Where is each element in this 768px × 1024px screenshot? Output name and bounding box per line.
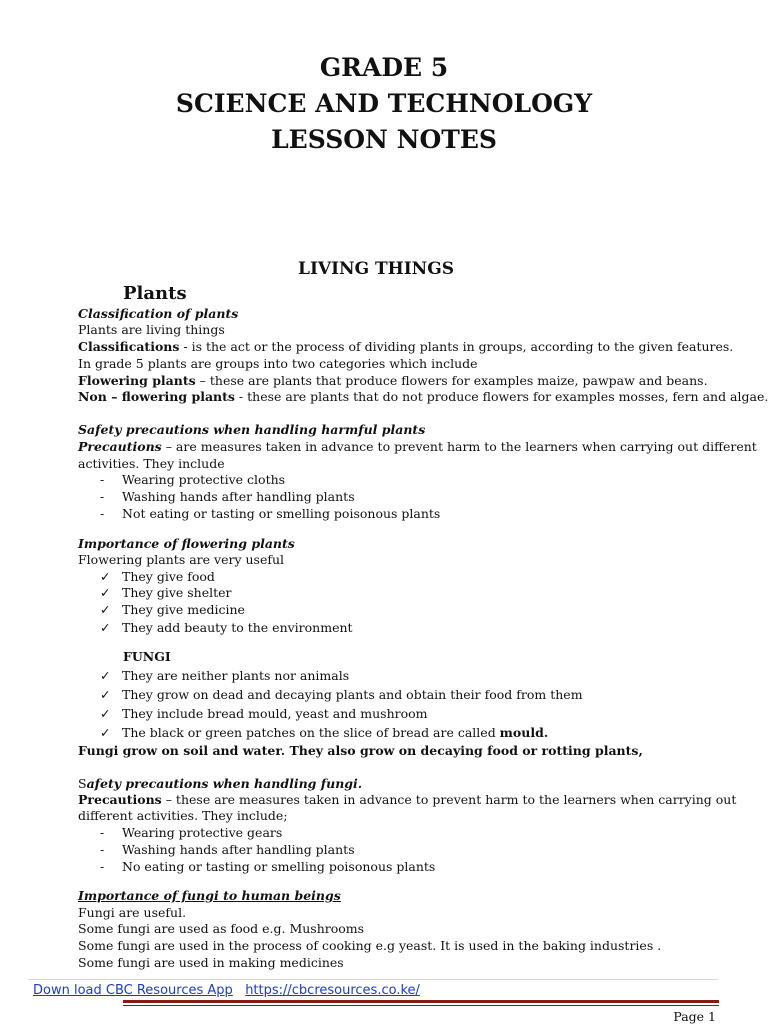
list-item: - Not eating or tasting or smelling poisonous plants xyxy=(100,506,441,521)
app-download-link[interactable]: Down load CBC Resources App xyxy=(33,983,233,998)
text-line: Some fungi are used as food e.g. Mushrooms xyxy=(78,921,365,936)
title-subject: SCIENCE AND TECHNOLOGY xyxy=(175,89,593,118)
website-link[interactable]: https://cbcresources.co.ke/ xyxy=(245,983,420,998)
safety-fungi-heading: Safety precautions when handling fungi. xyxy=(78,776,363,791)
text-line: Flowering plants are very useful xyxy=(78,552,285,567)
title-grade: GRADE 5 xyxy=(319,53,449,82)
safety-plants-heading: Safety precautions when handling harmful plants xyxy=(78,422,426,437)
term: Non – flowering plants xyxy=(78,389,235,404)
text-line: activities. They include xyxy=(78,456,225,471)
dash-marker: - xyxy=(100,489,105,504)
dash-marker: - xyxy=(100,859,105,874)
definition-line xyxy=(78,373,708,389)
list-item: ✓ They give food xyxy=(100,569,215,584)
term: Precautions xyxy=(78,439,162,454)
text-line: Plants are living things xyxy=(78,322,225,337)
definition: – are measures taken in advance to prevent harm to the learners when carrying out different xyxy=(161,439,757,454)
subsection-title: Plants xyxy=(123,283,187,304)
fungi-heading: FUNGI xyxy=(123,649,171,664)
footer-rule xyxy=(123,1000,719,1003)
dash-marker: - xyxy=(100,825,105,840)
footer-links xyxy=(33,983,420,998)
check-icon: ✓ xyxy=(100,706,111,721)
definition-line xyxy=(78,389,768,405)
definition-line xyxy=(78,792,736,808)
text-line: Some fungi are used in the process of cooking e.g yeast. It is used in the baking industries . xyxy=(78,938,662,953)
list-item: - Wearing protective cloths xyxy=(100,472,286,487)
definition: - these are plants that do not produce flowers for examples mosses, fern and algae. xyxy=(234,389,768,404)
definition: – these are measures taken in advance to prevent harm to the learners when carrying out xyxy=(161,792,737,807)
importance-fungi-heading: Importance of fungi to human beings xyxy=(78,888,341,903)
check-icon: ✓ xyxy=(100,602,111,617)
dash-marker: - xyxy=(100,842,105,857)
list-item: ✓ The black or green patches on the slice of bread are called mould. xyxy=(100,725,549,740)
definition-line xyxy=(78,439,757,455)
footer-divider xyxy=(28,979,718,980)
definition-line xyxy=(78,339,733,355)
text-line: different activities. They include; xyxy=(78,808,288,823)
dash-marker: - xyxy=(100,472,105,487)
check-icon: ✓ xyxy=(100,687,111,702)
check-icon: ✓ xyxy=(100,725,111,740)
list-item: ✓ They give medicine xyxy=(100,602,245,617)
list-item: ✓ They include bread mould, yeast and mushroom xyxy=(100,706,428,721)
classification-heading: Classification of plants xyxy=(78,306,239,321)
list-item: ✓ They give shelter xyxy=(100,585,232,600)
list-item: ✓ They add beauty to the environment xyxy=(100,620,353,635)
check-icon: ✓ xyxy=(100,585,111,600)
list-item: - No eating or tasting or smelling poisonous plants xyxy=(100,859,436,874)
definition: - is the act or the process of dividing plants in groups, according to the given features. xyxy=(179,339,734,354)
term: Precautions xyxy=(78,792,162,807)
text-line: Fungi are useful. xyxy=(78,905,187,920)
section-title: LIVING THINGS xyxy=(297,259,455,279)
check-icon: ✓ xyxy=(100,620,111,635)
list-item: - Washing hands after handling plants xyxy=(100,489,355,504)
text-line: In grade 5 plants are groups into two categories which include xyxy=(78,356,478,371)
list-item: - Washing hands after handling plants xyxy=(100,842,355,857)
list-item: - Wearing protective gears xyxy=(100,825,283,840)
importance-flowering-heading: Importance of flowering plants xyxy=(78,536,295,551)
footer-rule-thin xyxy=(123,1005,719,1006)
check-icon: ✓ xyxy=(100,569,111,584)
list-item: ✓ They are neither plants nor animals xyxy=(100,668,350,683)
list-item: ✓ They grow on dead and decaying plants and obtain their food from them xyxy=(100,687,583,702)
fungi-summary: Fungi grow on soil and water. They also grow on decaying food or rotting plants, xyxy=(78,743,643,758)
title-notes: LESSON NOTES xyxy=(271,125,497,154)
definition: – these are plants that produce flowers for examples maize, pawpaw and beans. xyxy=(195,373,708,388)
page-number: Page 1 xyxy=(673,1009,716,1024)
term: Flowering plants xyxy=(78,373,196,388)
check-icon: ✓ xyxy=(100,668,111,683)
term: Classifications xyxy=(78,339,180,354)
dash-marker: - xyxy=(100,506,105,521)
text-line: Some fungi are used in making medicines xyxy=(78,955,344,970)
